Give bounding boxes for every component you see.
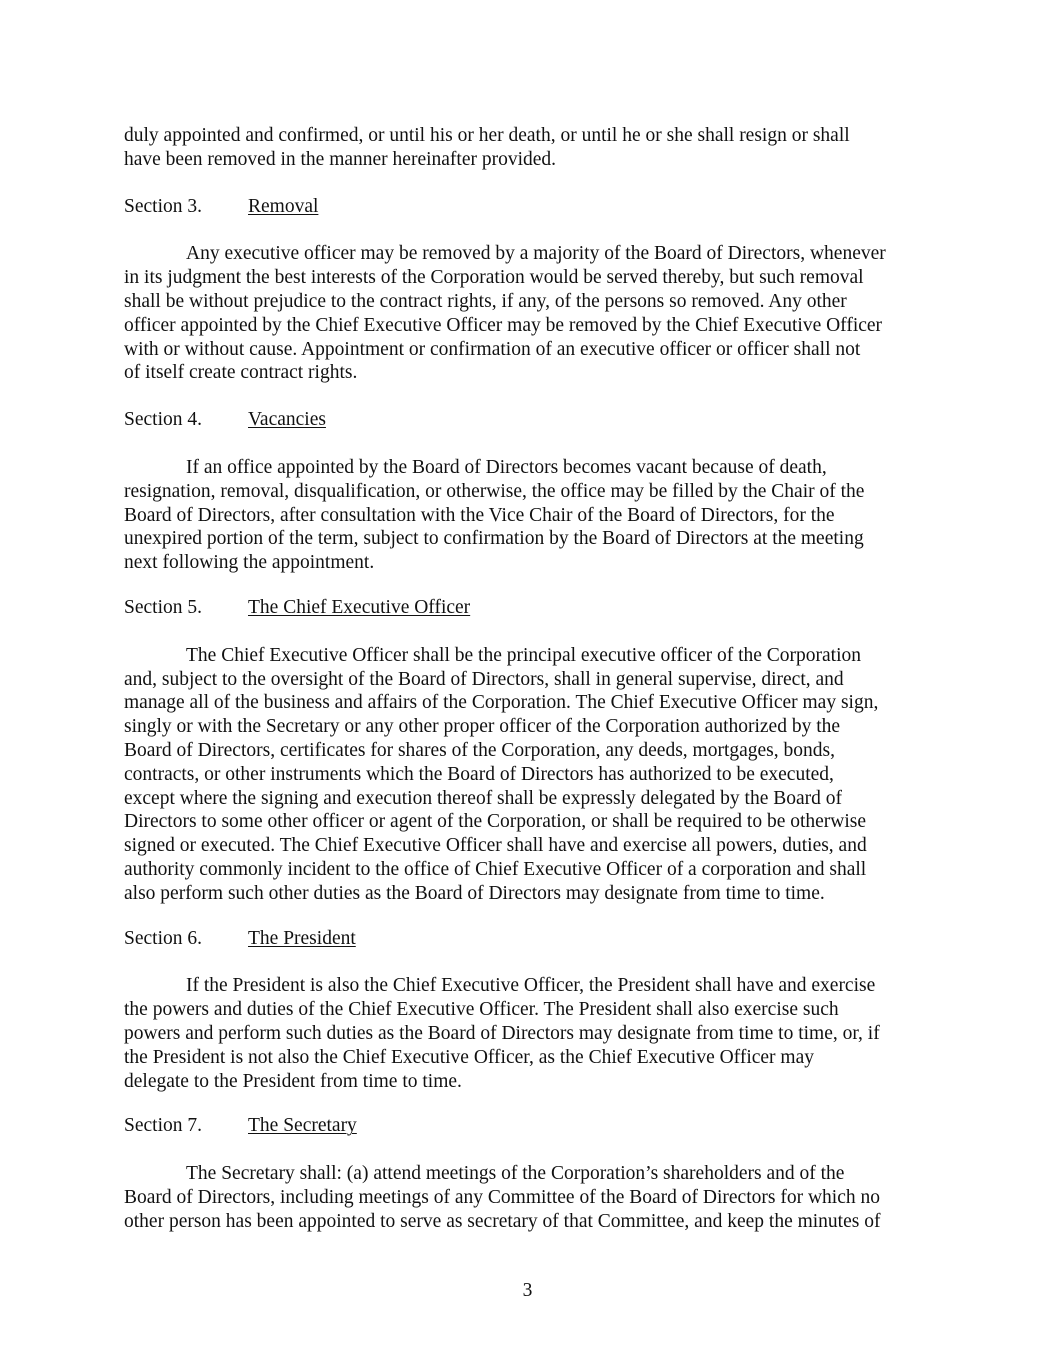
section-7-heading bbox=[124, 1114, 936, 1138]
section-title: The Chief Executive Officer bbox=[248, 596, 471, 618]
section-5-body: The Chief Executive Officer shall be the principal executive officer of the Corporation and, subject to the oversight of the Board of Directors, shall in general supervise, direct, and manage all of the business and affairs of the Corporation. The Chief Executive Officer may sign, singly or with the Secretary or any other proper officer of the Corporation authorized by the Board of Directors, certificates for shares of the Corporation, any deeds, mortgages, bonds, contracts, or other instruments which the Board of Directors has authorized to be executed, except where the signing and execution thereof shall be expressly delegated by the Board of Directors to some other officer or agent of the Corporation, or shall be required to be otherwise signed or executed. The Chief Executive Officer shall have and exercise all powers, duties, and authority commonly incident to the office of Chief Executive Officer of a corporation and shall also perform such other duties as the Board of Directors may designate from time to time. bbox=[124, 644, 879, 904]
section-3-heading bbox=[124, 195, 936, 219]
page-number: 3 bbox=[522, 1280, 533, 1301]
section-number: Section 6. bbox=[124, 927, 202, 949]
section-number: Section 7. bbox=[124, 1115, 202, 1137]
section-4-heading bbox=[124, 408, 936, 432]
document-page bbox=[124, 124, 936, 1233]
section-title: The President bbox=[248, 927, 356, 949]
continuation-paragraph: duly appointed and confirmed, or until his or her death, or until he or she shall resign or shall have been removed in the manner hereinafter provided. bbox=[124, 125, 850, 170]
section-number: Section 4. bbox=[124, 409, 202, 431]
section-5-heading bbox=[124, 596, 936, 620]
section-4-body: If an office appointed by the Board of Directors becomes vacant because of death, resignation, removal, disqualification, or otherwise, the office may be filled by the Chair of the Board of Directors, after consultation with the Vice Chair of the Board of Directors, for the unexpired portion of the term, subject to confirmation by the Board of Directors at the meeting next following the appointment. bbox=[124, 456, 865, 574]
section-title: The Secretary bbox=[248, 1115, 357, 1137]
section-number: Section 5. bbox=[124, 596, 202, 618]
section-title: Removal bbox=[248, 195, 319, 217]
section-3-body: Any executive officer may be removed by a majority of the Board of Directors, whenever in its judgment the best interests of the Corporation would be served thereby, but such removal shall be without prejudice to the contract rights, if any, of the persons so removed. Any other officer appointed by the Chief Executive Officer may be removed by the Chief Executive Officer with or without cause. Appointment or confirmation of an executive officer or officer shall not of itself create contract rights. bbox=[124, 243, 886, 384]
section-6-body: If the President is also the Chief Executive Officer, the President shall have and exercise the powers and duties of the Chief Executive Officer. The President shall also exercise such powers and perform such duties as the Board of Directors may designate from time to time, or, if the President is not also the Chief Executive Officer, as the Chief Executive Officer may delegate to the President from time to time. bbox=[124, 975, 880, 1092]
section-6-heading bbox=[124, 927, 936, 951]
section-7-body: The Secretary shall: (a) attend meetings of the Corporation’s shareholders and of the Board of Directors, including meetings of any Committee of the Board of Directors for which no other person has been appointed to serve as secretary of that Committee, and keep the minutes of bbox=[124, 1163, 881, 1232]
section-number: Section 3. bbox=[124, 195, 202, 217]
section-title: Vacancies bbox=[248, 409, 326, 431]
